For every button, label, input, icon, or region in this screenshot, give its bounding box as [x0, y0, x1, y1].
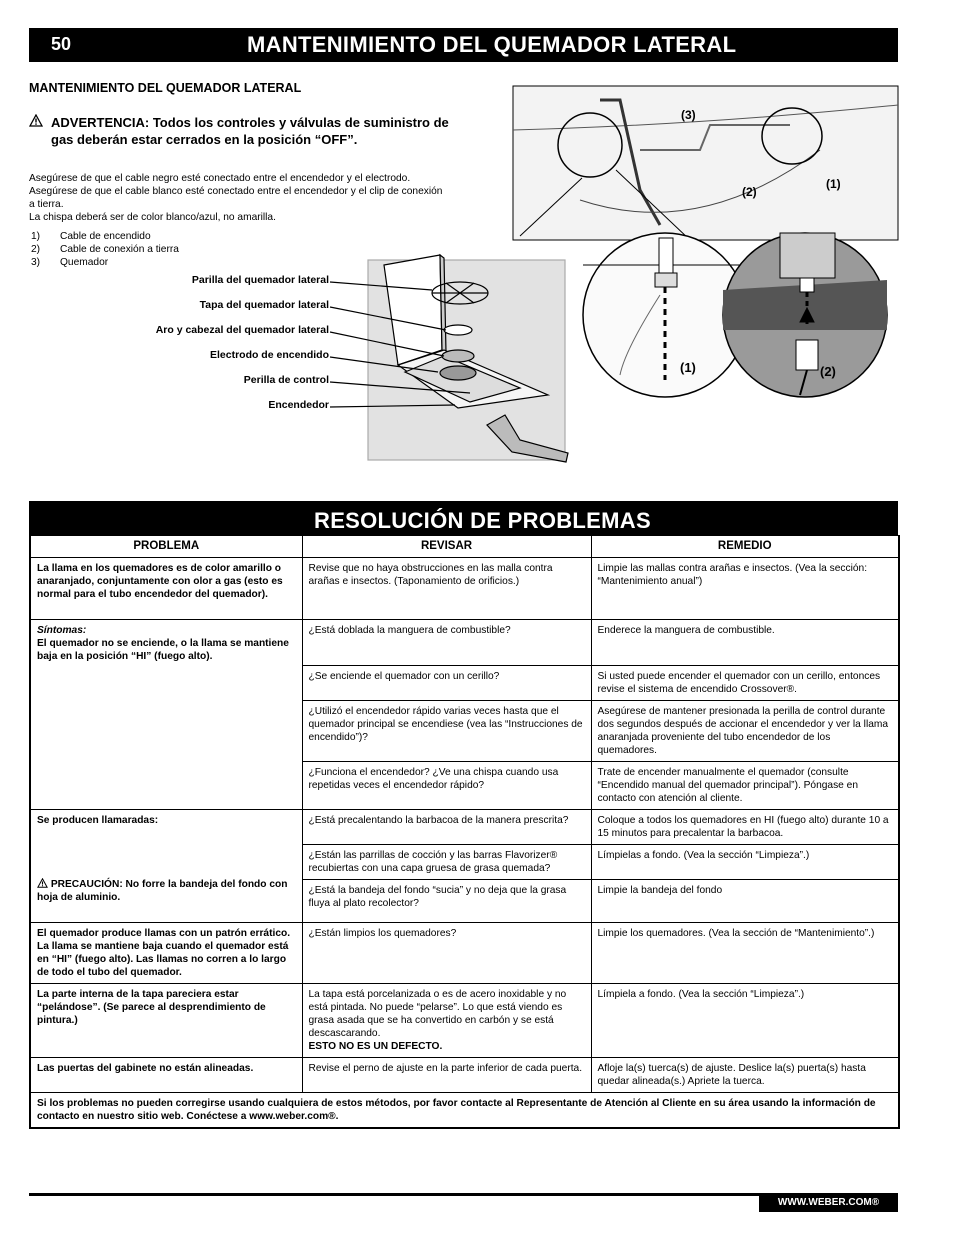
part-label: Parilla del quemador lateral	[191, 274, 329, 286]
table-row	[30, 620, 899, 666]
part-label: Tapa del quemador lateral	[199, 299, 329, 311]
table-row	[30, 923, 899, 984]
burner-diagram	[0, 0, 954, 470]
remedy-cell: Límpielas a fondo. (Vea la sección “Limpieza”.)	[591, 845, 899, 880]
callout-3: (3)	[681, 108, 696, 122]
check-cell	[302, 984, 591, 1058]
problem-text: Se producen llamaradas:	[37, 815, 159, 826]
remedy-cell: Límpiela a fondo. (Vea la sección “Limpieza”.)	[591, 984, 899, 1058]
remedy-cell: Limpie la bandeja del fondo	[591, 880, 899, 923]
remedy-cell: Limpie las mallas contra arañas e insectos. (Vea la sección: “Mantenimiento anual”)	[591, 558, 899, 620]
check-cell: ¿Están las parrillas de cocción y las barras Flavorizer® recubiertas con una capa gruesa de grasa quemada?	[302, 845, 591, 880]
check-cell: Revise el perno de ajuste en la parte inferior de cada puerta.	[302, 1058, 591, 1093]
check-emphasis: ESTO NO ES UN DEFECTO.	[308, 1041, 443, 1052]
troubleshooting-table	[29, 535, 900, 1129]
check-cell: ¿Está doblada la manguera de combustible?	[302, 620, 591, 666]
table-header-row	[30, 536, 899, 558]
part-label: Aro y cabezal del quemador lateral	[155, 324, 329, 336]
table-row	[30, 1058, 899, 1093]
remedy-cell: Asegúrese de mantener presionada la perilla de control durante dos segundos después de accionar el encendedor y ver la llama anaranjada proveniente del tubo encendedor de los quemadores.	[591, 701, 899, 762]
check-text: La tapa está porcelanizada o es de acero inoxidable y no está pintada. No puede “pelarse”. Lo que está viendo es grasa asada que se ha convertido en carbón y se está descascarando.	[308, 989, 567, 1039]
callout-1: (1)	[826, 177, 841, 191]
footer-url: WWW.WEBER.COM®	[759, 1193, 898, 1212]
problem-text: El quemador no se enciende, o la llama se mantiene baja en la posición “HI” (fuego alto).	[37, 638, 289, 662]
contact-note: Si los problemas no pueden corregirse usando cualquiera de estos métodos, por favor contacte al Representante de Atención al Cliente en su área usando la información de contacto en nuestro sitio web. Conéctese a www.weber.com®.	[30, 1093, 899, 1129]
check-cell: ¿Están limpios los quemadores?	[302, 923, 591, 984]
remedy-cell: Limpie los quemadores. (Vea la sección de “Mantenimiento”.)	[591, 923, 899, 984]
table-row	[30, 1093, 899, 1129]
precaution-block	[37, 878, 296, 904]
troubleshooting-title: RESOLUCIÓN DE PROBLEMAS	[314, 508, 651, 533]
detail-callout-1: (1)	[680, 360, 696, 375]
check-cell: ¿Está precalentando la barbacoa de la manera prescrita?	[302, 810, 591, 845]
col-header-problema: PROBLEMA	[30, 536, 302, 558]
table-row	[30, 558, 899, 620]
detail-callout-2: (2)	[820, 364, 836, 379]
problem-cell: Las puertas del gabinete no están alineadas.	[30, 1058, 302, 1093]
problem-cell	[30, 810, 302, 923]
problem-cell: La llama en los quemadores es de color amarillo o anaranjado, conjuntamente con olor a gas (esto es normal para el tubo encendedor del quemador).	[30, 558, 302, 620]
check-cell: ¿Está la bandeja del fondo “sucia” y no deja que la grasa fluya al plato recolector?	[302, 880, 591, 923]
section-heading: MANTENIMIENTO DEL QUEMADOR LATERAL	[29, 81, 302, 95]
caution-icon	[37, 878, 48, 888]
note-line: La chispa deberá ser de color blanco/azul, no amarilla.	[29, 212, 276, 223]
legend-item: 2) Cable de conexión a tierra	[31, 244, 179, 255]
remedy-cell: Trate de encender manualmente el quemador (consulte “Encendido manual del quemador principal”). Póngase en contacto con atención al cliente.	[591, 762, 899, 810]
problem-cell: El quemador produce llamas con un patrón errático. La llama se mantiene baja cuando el quemador está en “HI” (fuego alto). Las llamas no corren a lo largo de todo el tubo del quemador.	[30, 923, 302, 984]
ignition-photo	[513, 86, 898, 240]
col-header-remedio: REMEDIO	[591, 536, 899, 558]
warning-text: ADVERTENCIA: Todos los controles y válvulas de suministro de gas deberán estar cerrados en la posición “OFF”.	[51, 115, 449, 147]
table-row	[30, 810, 899, 845]
problem-cell	[30, 620, 302, 810]
remedy-cell: Si usted puede encender el quemador con un cerillo, entonces revise el sistema de encendido Crossover®.	[591, 666, 899, 701]
callout-2: (2)	[742, 185, 757, 199]
page-number: 50	[51, 34, 72, 54]
remedy-cell: Coloque a todos los quemadores en HI (fuego alto) durante 10 a 15 minutos para precalentar la barbacoa.	[591, 810, 899, 845]
check-cell: Revise que no haya obstrucciones en las malla contra arañas e insectos. (Taponamiento de orificios.)	[302, 558, 591, 620]
col-header-revisar: REVISAR	[302, 536, 591, 558]
troubleshooting-header	[29, 501, 898, 535]
detail-circle-2	[723, 233, 887, 397]
part-label: Encendedor	[268, 399, 329, 411]
check-cell: ¿Funciona el encendedor? ¿Ve una chispa cuando usa repetidas veces el encendedor rápido?	[302, 762, 591, 810]
table-row	[30, 984, 899, 1058]
part-label: Electrodo de encendido	[209, 349, 329, 361]
legend-item: 3) Quemador	[31, 257, 109, 268]
note-line: Asegúrese de que el cable blanco esté conectado entre el encendedor y el clip de conexión a tierra.	[29, 186, 443, 210]
legend-item: 1) Cable de encendido	[31, 231, 151, 242]
symptoms-label: Síntomas:	[37, 625, 87, 636]
precaution-text: PRECAUCIÓN: No forre la bandeja del fondo con hoja de aluminio.	[37, 879, 288, 903]
note-line: Asegúrese de que el cable negro esté conectado entre el encendedor y el electrodo.	[29, 173, 411, 184]
check-cell: ¿Utilizó el encendedor rápido varias veces hasta que el quemador principal se encendiese (vea las “Instrucciones de encendido”)?	[302, 701, 591, 762]
page-title: MANTENIMIENTO DEL QUEMADOR LATERAL	[247, 32, 737, 57]
check-cell: ¿Se enciende el quemador con un cerillo?	[302, 666, 591, 701]
part-label: Perilla de control	[243, 374, 329, 386]
remedy-cell: Enderece la manguera de combustible.	[591, 620, 899, 666]
problem-cell: La parte interna de la tapa pareciera estar “pelándose”. (Se parece al desprendimiento de pintura.)	[30, 984, 302, 1058]
side-burner-illustration	[330, 255, 568, 462]
remedy-cell: Afloje la(s) tuerca(s) de ajuste. Deslice la(s) puerta(s) hasta quedar alineada(s.) Apriete la tuerca.	[591, 1058, 899, 1093]
